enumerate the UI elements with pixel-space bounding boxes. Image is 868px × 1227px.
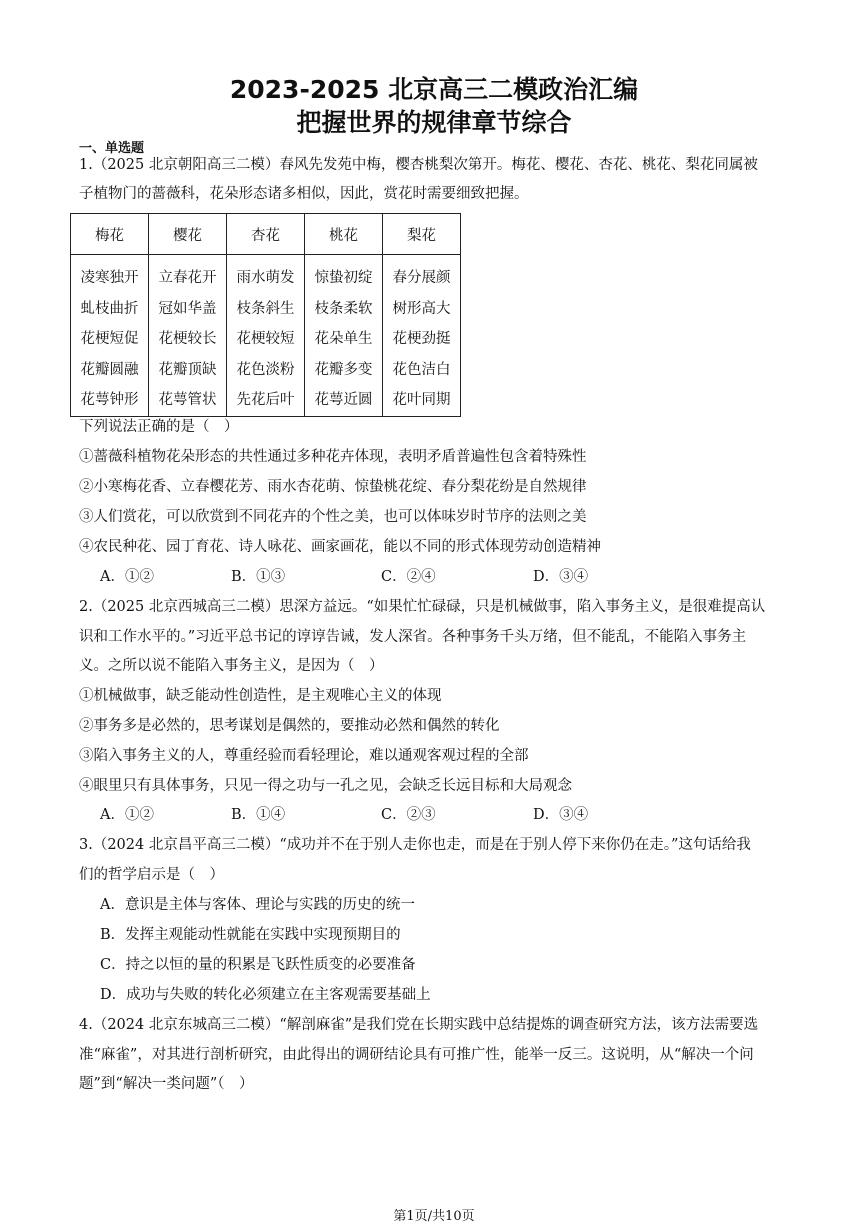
cell-text: 惊蛰初绽 [314,270,373,286]
q1-statement: ④农民种花、园丁育花、诗人咏花、画家画花，能以不同的形式体现劳动创造精神 [79,539,601,555]
document-subtitle: 把握世界的规律章节综合 [296,108,572,137]
q1-statement: ②小寒梅花香、立春樱花芳、雨水杏花萌、惊蛰桃花绽、春分梨花纷是自然规律 [79,479,587,495]
q1-stem-line: 1.（2025 北京朝阳高三二模）春风先发苑中梅，樱杏桃梨次第开。梅花、樱花、杏花、桃花、梨花同属被 [79,157,758,173]
cell-text: 树形高大 [392,300,451,317]
table-cell [305,255,383,417]
cell-text: 冠如华盖 [158,300,217,317]
cell-text: 花萼近圆 [314,392,373,408]
q3-option-b[interactable]: B．发挥主观能动性就能在实践中实现预期目的 [100,927,401,943]
document-title: 2023-2025 北京高三二模政治汇编 [229,75,639,104]
q2-stem-line: 义。之所以说不能陷入事务主义，是因为（ ） [79,658,384,674]
q1-option-c[interactable]: C．②④ [381,569,436,585]
cell-text: 花叶同期 [392,392,451,408]
q3-option-d[interactable]: D．成功与失败的转化必须建立在主客观需要基础上 [100,987,431,1003]
q4-stem-line: 准“麻雀”，对其进行剖析研究，由此得出的调研结论具有可推广性，能举一反三。这说明，从“解决一个问 [79,1047,754,1063]
q2-option-d[interactable]: D．③④ [533,807,589,823]
cell-text: 枝条斜生 [236,300,295,317]
table-header-cell: 梨花 [383,214,461,255]
cell-text: 花色洁白 [392,361,451,378]
cell-text: 花瓣圆融 [80,361,139,378]
table-header-cell: 桃花 [305,214,383,255]
cell-text: 雨水萌发 [236,270,295,286]
table-header-cell: 樱花 [149,214,227,255]
table-cell [149,255,227,417]
q1-statement: ①蔷薇科植物花朵形态的共性通过多种花卉体现，表明矛盾普遍性包含着特殊性 [79,449,587,465]
table-cell [227,255,305,417]
cell-text: 枝条柔软 [314,300,373,317]
q1-question: 下列说法正确的是（ ） [79,419,239,435]
q2-stem-line: 2.（2025 北京西城高三二模）思深方益远。“如果忙忙碌碌，只是机械做事，陷入事务主义，是很难提高认 [79,599,766,615]
cell-text: 凌寒独开 [80,270,139,286]
q2-option-b[interactable]: B．①④ [231,807,286,823]
table-header-cell: 梅花 [71,214,149,255]
cell-text: 花瓣多变 [314,361,373,378]
q2-stem-line: 识和工作水平的。”习近平总书记的谆谆告诫，发人深省。各种事务千头万绪，但不能乱，不能陷入事务主 [79,629,747,645]
cell-text: 花瓣顶缺 [158,361,217,378]
cell-text: 花萼钟形 [80,392,139,408]
cell-text: 虬枝曲折 [80,300,139,317]
cell-text: 花梗较长 [158,331,217,347]
table-cell [383,255,461,417]
q2-statement: ①机械做事，缺乏能动性创造性，是主观唯心主义的体现 [79,688,442,704]
cell-text: 花梗短促 [80,331,139,347]
q1-stem-line: 子植物门的蔷薇科，花朵形态诸多相似，因此，赏花时需要细致把握。 [79,186,529,202]
q2-option-c[interactable]: C．②③ [381,807,436,823]
cell-text: 花梗劲挺 [392,331,451,347]
q3-stem-line: 3.（2024 北京昌平高三二模）“成功并不在于别人走你也走，而是在于别人停下来你仍在走。”这句话给我 [79,837,751,853]
q1-option-d[interactable]: D．③④ [533,569,589,585]
q2-statement: ④眼里只有具体事务，只见一得之功与一孔之见，会缺乏长远目标和大局观念 [79,778,572,794]
q3-stem-line: 们的哲学启示是（ ） [79,867,224,883]
q3-option-a[interactable]: A．意识是主体与客体、理论与实践的历史的统一 [100,897,415,913]
cell-text: 花梗较短 [236,331,295,347]
page-footer: 第1页/共10页 [393,1209,475,1224]
q2-option-a[interactable]: A．①② [100,807,154,823]
q2-statement: ②事务多是必然的，思考谋划是偶然的，要推动必然和偶然的转化 [79,718,500,734]
cell-text: 春分展颜 [392,270,451,286]
table-header-cell: 杏花 [227,214,305,255]
flower-table [70,213,461,417]
cell-text: 花萼管状 [158,392,217,408]
section-heading: 一、单选题 [79,141,145,156]
cell-text: 先花后叶 [236,392,295,408]
cell-text: 花色淡粉 [236,361,295,378]
cell-text: 花朵单生 [314,331,373,347]
q1-statement: ③人们赏花，可以欣赏到不同花卉的个性之美，也可以体味岁时节序的法则之美 [79,509,587,525]
table-cell [71,255,149,417]
q4-stem-line: 4.（2024 北京东城高三二模）“解剖麻雀”是我们党在长期实践中总结提炼的调查研究方法，该方法需要选 [79,1017,759,1033]
q1-option-a[interactable]: A．①② [100,569,154,585]
cell-text: 立春花开 [158,270,217,286]
q4-stem-line: 题”到“解决一类问题”（ ） [79,1076,254,1092]
q3-option-c[interactable]: C．持之以恒的量的积累是飞跃性质变的必要准备 [100,957,416,973]
q2-statement: ③陷入事务主义的人，尊重经验而看轻理论，难以通观客观过程的全部 [79,748,529,764]
q1-option-b[interactable]: B．①③ [231,569,286,585]
